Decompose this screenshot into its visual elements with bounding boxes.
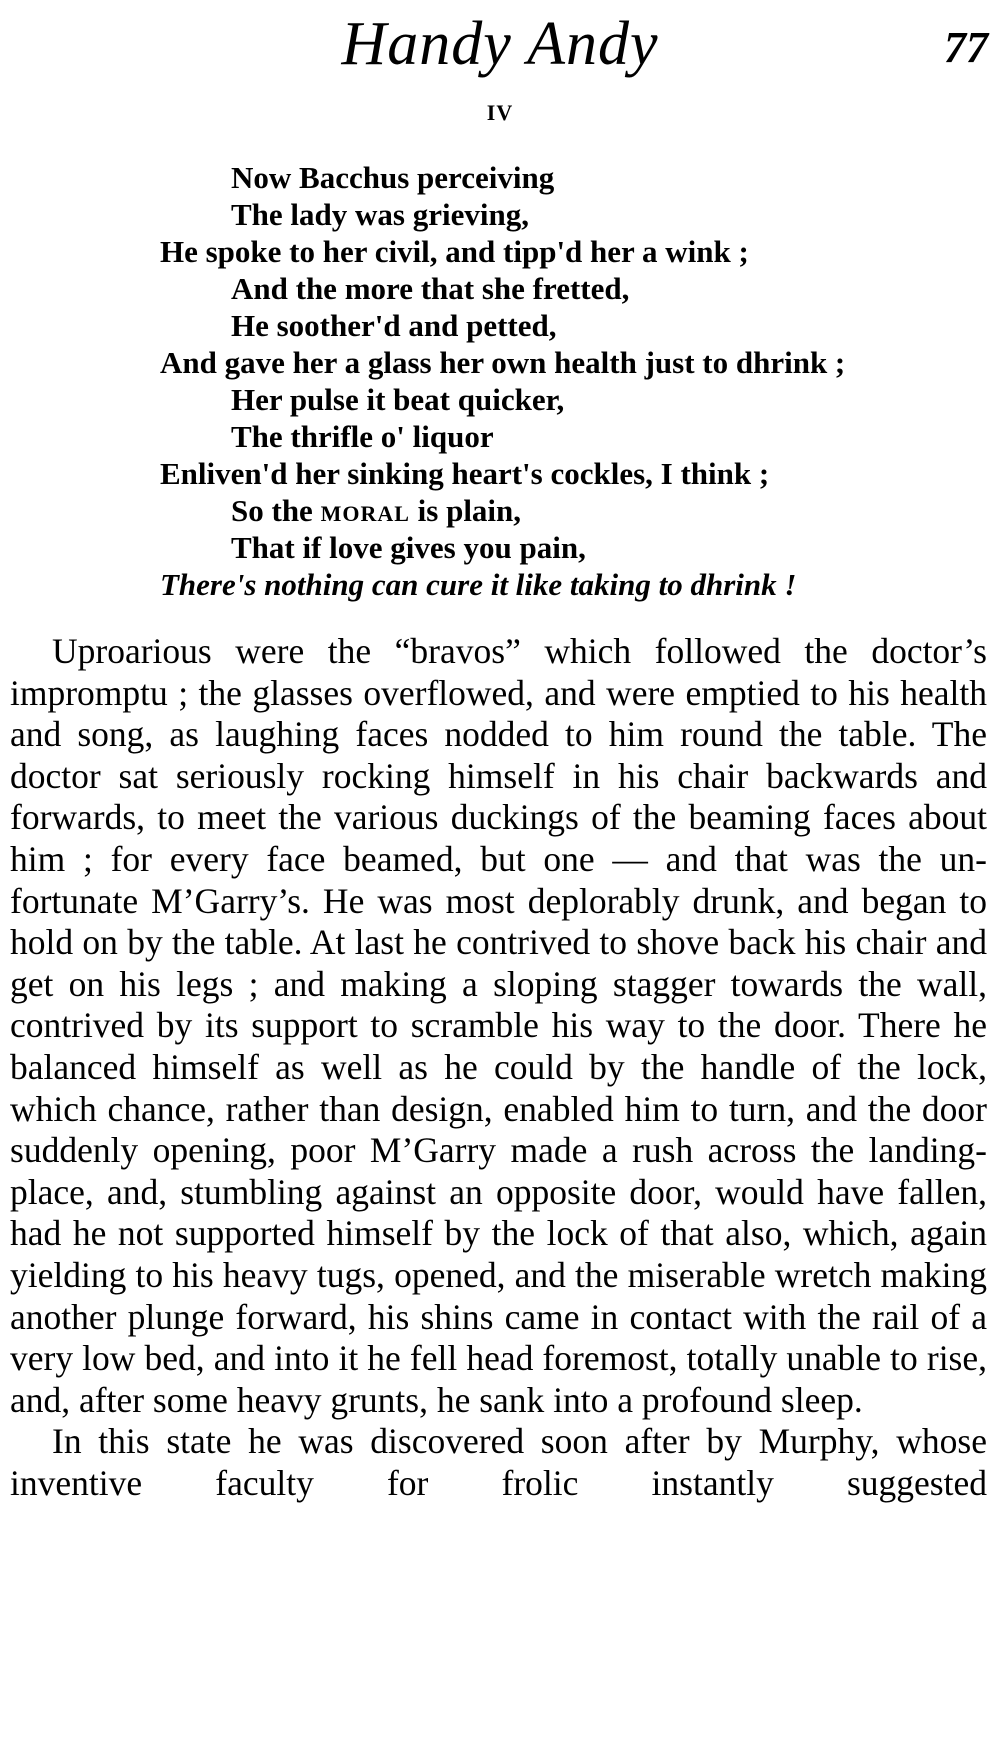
poem-line: And the more that she fretted, [231, 271, 630, 306]
running-title: Handy Andy [341, 10, 659, 78]
poem-line: The thrifle o' liquor [231, 419, 494, 454]
moral-after: is plain, [417, 493, 522, 528]
poem-line: And gave her a glass her own health just to dhrink ; [160, 345, 846, 380]
poem-line: He spoke to her civil, and tipp'd her a wink ; [160, 234, 749, 269]
poem-stanza [0, 160, 845, 604]
body-text [10, 631, 987, 1504]
page-number: 77 [944, 23, 988, 72]
poem-line-moral [0, 493, 845, 530]
paragraph: Uproarious were the “bravos” which followed the doctor’s impromptu ; the glasses overflowed, and were emptied to his health and song, as laughing faces nodded to him round the table. The doctor sat seriously rocking himself in his chair backwards and forwards, to meet the various duckings of the beaming faces about him ; for every face beamed, but one — and that was the unfortunate M’Garry’s. He was most deplorably drunk, and began to hold on by the table. At last he contrived to shove back his chair and get on his legs ; and making a sloping stagger towards the wall, contrived by its support to scramble his way to the door. There he balanced himself as well as he could by the handle of the lock, which chance, rather than design, enabled him to turn, and the door suddenly opening, poor M’Garry made a rush across the landing-place, and, stumbling against an opposite door, would have fallen, had he not supported himself by the lock of that also, which, again yielding to his heavy tugs, opened, and the miserable wretch making another plunge forward, his shins came in contact with the rail of a very low bed, and into it he fell head foremost, totally unable to rise, and, after some heavy grunts, he sank into a profound sleep. [10, 631, 987, 1420]
poem-line: He soother'd and petted, [231, 308, 557, 343]
poem-line: Enliven'd her sinking heart's cockles, I think ; [160, 456, 770, 491]
poem-line: Her pulse it beat quicker, [231, 382, 565, 417]
poem-line: Now Bacchus perceiving [231, 160, 555, 195]
stanza-number: IV [486, 100, 514, 125]
poem-final-line: There's nothing can cure it like taking to dhrink ! [160, 567, 797, 602]
poem-line: The lady was grieving, [231, 197, 529, 232]
paragraph: In this state he was discovered soon after by Murphy, whose inventive faculty for frolic instantly suggested [10, 1421, 987, 1503]
moral-before: So the [231, 493, 313, 528]
moral-word: moral [320, 493, 410, 528]
poem-line: That if love gives you pain, [231, 530, 586, 565]
